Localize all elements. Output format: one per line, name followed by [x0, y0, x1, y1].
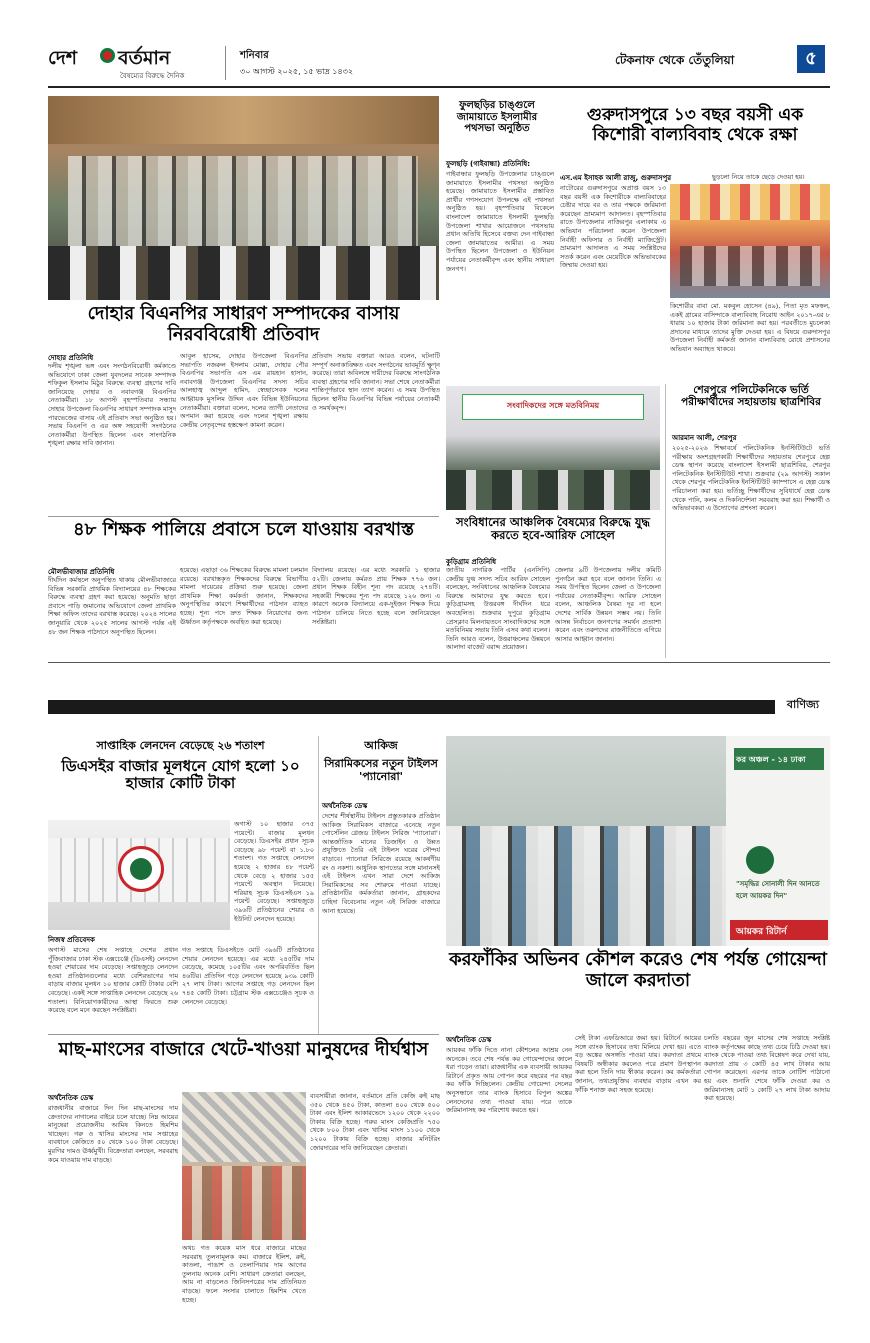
gurudaspur-byline: এস.এম ইসাহক আলী রাজু, গুরুদাসপুর	[560, 174, 672, 182]
sherpur-body: ২০২৫-২০২৬ শিক্ষাবর্ষে পলিটেকনিক ইনস্টিটিউটে ভর্তি পরীক্ষায় অংশগ্রহণকারী শিক্ষার্থীদের সহায়তায় শেরপুরে হেল্প ডেস্ক স্থাপন করেছে বাংলাদেশ ইসলামী ছাত্রশিবির, শেরপুর পলিটেকনিক ইনস্টিটিউট শাখা। শুক্রবার (২৯ আগস্ট) সকাল থেকে শেরপুর পলিটেকনিক ইনস্টিটিউট ক্যাম্পাসে এ হেল্প ডেস্ক পরিচালনা করা হয়। ভর্তিচ্ছু শিক্ষার্থীদের সুবিধার্থে হেল্প ডেস্ক থেকে পানি, কলম ও দিকনির্দেশনা সরবরাহ করা হয়। শিক্ষার্থী ও অভিভাবকরা এ উদ্যোগের প্রশংসা করেন।	[672, 444, 830, 513]
dse-body-col2: অগাস্ট ১০ হাজার ৩৭৫ পয়েন্টে। বাজার মূলধন বেড়েছে। ডিএসইর প্রধান সূচক বেড়েছে ৯৮ পয়েন্ট বা ১.৮০ শতাংশ। গত সপ্তাহে লেনদেন হয়েছে ২ হাজার ৪৮ পয়েন্ট থেকে বেড়ে ২ হাজার ১৫৫ পয়েন্টে অবস্থান নিয়েছে। শরিয়াহ সূচক ডিএসইএস ১৯ পয়েন্ট বেড়েছে। সপ্তাহজুড়ে ৩৯৬টি প্রতিষ্ঠানের শেয়ার ও ইউনিট লেনদেন হয়েছে।	[234, 820, 314, 923]
dohar-meeting-photo	[48, 96, 439, 300]
dse-headline[interactable]: ডিএসইর বাজার মূলধনে যোগ হলো ১০ হাজার কোটি টাকা	[61, 757, 300, 793]
sherpur-byline: আরমান আলী, শেরপুর	[672, 434, 737, 442]
gurudaspur-photo	[670, 184, 830, 298]
market-body-col1: রাজধানীর বাজারে দিন দিন মাছ-মাংসের দাম ক্রেতাদের নাগালের বাইরে চলে যাচ্ছে। নিম্ন আয়ের মানুষেরা প্রয়োজনীয় আমিষ কিনতে হিমশিম খাচ্ছেন। গরু ও খাসির মাংসের দাম সপ্তাহের ব্যবধানে কেজিতে ৫০ থেকে ১০০ টাকা বেড়েছে। মুরগির দামও ঊর্ধ্বমুখী। বিক্রেতারা বলছেন, সরবরাহ কমে যাওয়ায় দাম বাড়ছে।	[48, 1104, 178, 1164]
gurudaspur-photo-caption: ছুড়লো নিয়ে তাকে ছেড়ে দেওয়া হয়।	[712, 173, 805, 181]
dse-logo-photo	[48, 820, 230, 930]
masthead-day: শনিবার	[240, 50, 269, 61]
teachers-body-col1: দীর্ঘদিন কর্মস্থলে অনুপস্থিত থাকায় মৌলভীবাজারে বিভিন্ন সরকারি প্রাথমিক বিদ্যালয়ের ৪৮ শিক্ষকের বিরুদ্ধে ব্যবস্থা গ্রহণ করা হয়েছে। অনুমতি ছাড়া প্রবাসে পাড়ি জমানোর অভিযোগে জেলা প্রাথমিক শিক্ষা অফিস তাদের বরখাস্ত করেছে। ২০২৪ সালের জানুয়ারি থেকে ২০২৫ সালের আগস্ট পর্যন্ত এই ৪৮ জন শিক্ষক পাঠদানে অনুপস্থিত ছিলেন।	[48, 576, 176, 636]
akij-byline: অর্থনৈতিক ডেস্ক	[322, 802, 368, 810]
dohar-body-col2: আবুল হাসেম, দোহার উপজেলা বিএনপির সভাপতি নজরুল ইসলাম মোল্লা, দোহার পৌর বিএনপির সভাপতি এস এম রায়হান হাসান, নবাবগঞ্জ উপজেলা বিএনপির সদস্য সচিব আলহাজ্ব আব্দুল হামিদ, স্বেচ্ছাসেবক দলের আহ্বায়ক মুসলিম উদ্দিন এবং বিভিন্ন ইউনিয়নের নেতাকর্মীরা। বক্তারা বলেন, দলের ত্যাগী নেতাদের অপমান করা হয়েছে এবং দলের শৃঙ্খলা রক্ষায় কেন্দ্রীয় নেতৃবৃন্দের হস্তক্ষেপ কামনা করেন।	[180, 352, 308, 429]
teachers-body-col3: বিদ্যালয় রয়েছে। এর মধ্যে সরকারি ১ হাজার ৫২টি। জেলায় কর্মরত প্রায় শিক্ষক ৭৭৬ জন। প্রধান শিক্ষক বিহীন শূন্য পদ রয়েছে ২৭৪টি। সহকারী শিক্ষকের শূন্য পদ রয়েছে ১২৬ জন। এ কারণে অনেক বিদ্যালয়ে এক-দুইজন শিক্ষক দিয়ে পাঠদান চালিয়ে নিতে হচ্ছে বলে জানিয়েছেন সংশ্লিষ্টরা।	[312, 566, 440, 626]
masthead-date: ৩০ আগস্ট ২০২৫, ১৫ ভাদ্র ১৪৩২	[240, 67, 354, 76]
tax-body-col2: সেই টাকা এফডিআরে জমা হয়। রিটার্নে আয়ের সঙ্গে ব্যাংক হিসাবের তথ্য মিলিয়ে দেখা হয়। এতে বড় অঙ্কের অসঙ্গতি পাওয়া যায়। করদাতা প্রথমে বিষয়টি অস্বীকার করলেও পরে প্রমাণ উপস্থাপন করা হলে তিনি দায় স্বীকার করেন। কর কর্মকর্তারা জানান, তথ্যপ্রযুক্তির ব্যবহার বাড়ায় এখন কর ফাঁকি শনাক্ত করা সহজ হয়েছে।	[575, 1034, 701, 1094]
gurudaspur-body-col1: নাটোরের গুরুদাসপুরে অপ্রাপ্ত বয়স ১৩ বছর বয়সী এক কিশোরীকে বাল্যবিবাহের চেষ্টার দায়ে বর ও তার পক্ষকে জরিমানা করেছেন ভ্রাম্যমাণ আদালত। বৃহস্পতিবার রাতে উপজেলার নাজিরপুর এলাকায় এ অভিযান পরিচালনা করেন উপজেলা নির্বাহী অফিসার ও নির্বাহী ম্যাজিস্ট্রেট। ভ্রাম্যমাণ আদালত এ সময় সংশ্লিষ্টদের সতর্ক করেন এবং মেয়েটিকে অভিভাবকের জিম্মায় দেওয়া হয়।	[560, 184, 666, 270]
logo-tagline: বৈষম্যের বিরুদ্ধে দৈনিক	[120, 72, 185, 80]
tax-body-col1: আয়কর ফাঁকি দিতে নানা কৌশলের আশ্রয় নেন অনেকে। তবে শেষ পর্যন্ত কর গোয়েন্দাদের জালে ধরা পড়েন তারা। রাজধানীর এক ব্যবসায়ী আয়কর রিটার্নে প্রকৃত আয় গোপন করে বছরের পর বছর কর ফাঁকি দিচ্ছিলেন। কেন্দ্রীয় গোয়েন্দা সেলের অনুসন্ধানে তার ব্যাংক হিসাবে বিপুল অঙ্কের লেনদেনের তথ্য পাওয়া যায়। পরে তাকে জরিমানাসহ কর পরিশোধ করতে হয়।	[446, 1046, 572, 1115]
tax-photo-slogan: "সমৃদ্ধির সোনালী দিন আনতে হলে আয়কর দিন"	[736, 880, 820, 900]
akij-kicker: আকিজ	[364, 739, 398, 752]
tax-photo-office-sign: কর অঞ্চল - ১৪ ঢাকা	[736, 755, 806, 764]
market-body-col3: ব্যবসায়ীরা জানান, বর্তমানে প্রতি কেজি রুই মাছ ৩৫০ থেকে ৪৫০ টাকা, কাতলা ৪০০ থেকে ৫০০ টাকা এবং ইলিশ আকারভেদে ১২০০ থেকে ২২০০ টাকায় বিক্রি হচ্ছে। গরুর মাংস কেজিপ্রতি ৭৫০ থেকে ৮০০ টাকা এবং খাসির মাংস ১১০০ থেকে ১২০০ টাকায় বিক্রি হচ্ছে। বাজার মনিটরিং জোরদারের দাবি জানিয়েছেন ক্রেতারা।	[310, 1092, 440, 1152]
logo-text-part2: বর্তমান	[118, 47, 171, 69]
logo-emblem-icon	[100, 48, 115, 63]
tax-photo-return-sign: আয়কর রিটার্ন	[736, 927, 787, 937]
fish-market-photo	[182, 1092, 306, 1240]
dse-emblem-icon	[118, 846, 164, 892]
fulchhari-byline: ফুলছড়ি (গাইবান্ধা) প্রতিনিধি:	[446, 160, 530, 168]
section-title: টেকনাফ থেকে তেঁতুলিয়া	[615, 53, 735, 67]
sherpur-headline[interactable]: শেরপুরে পলিটেকনিকে ভর্তি পরীক্ষার্থীদের সহায়তায় ছাত্রশিবির	[681, 384, 821, 409]
commerce-section-label: বাণিজ্য	[775, 694, 831, 716]
constitution-body-col1: জাতীয় নাগরিক পার্টির (এনসিপি) কেন্দ্রীয় যুগ্ম সদস্য সচিব আরিফ সোহেল বলেছেন, সংবিধানের আঞ্চলিক বৈষম্যের বিরুদ্ধে আমাদের যুদ্ধ করতে হবে। কুড়িগ্রামসহ উত্তরবঙ্গ দীর্ঘদিন ধরে অবহেলিত। শুক্রবার দুপুরে কুড়িগ্রাম প্রেসক্লাব মিলনায়তনে সাংবাদিকদের সঙ্গে মতবিনিময় সভায় তিনি এসব কথা বলেন। তিনি আরও বলেন, উত্তরাঞ্চলের উন্নয়নে আলাদা বাজেট বরাদ্দ প্রয়োজন।	[446, 566, 550, 652]
gurudaspur-body-col2: কিশোরীর বাবা মো. মকবুল হোসেন (৪৯), পিতা মৃত মফস্বল, একই গ্রামের বাসিন্দাকে বাল্যবিবাহ নিরোধ আইন ২০১৭-এর ৮ ধারায় ১০ হাজার টাকা জরিমানা করা হয়। পরবর্তীতে মুচলেকা প্রদানের মাধ্যমে তাদের মুক্তি দেওয়া হয়। এ বিষয়ে গুরুদাসপুর উপজেলা নির্বাহী কর্মকর্তা জানান বাল্যবিবাহ রোধে প্রশাসনের অভিযান অব্যাহত থাকবে।	[670, 302, 830, 353]
tax-office-photo	[446, 736, 830, 946]
akij-headline[interactable]: সিরামিকসের নতুন টাইলস 'প্যানোরা'	[324, 757, 438, 783]
commerce-section-bar	[48, 700, 830, 714]
dse-body-col3: গত সপ্তাহে ডিএসইতে মোট ৩৯৬টি প্রতিষ্ঠানের শেয়ার লেনদেন হয়েছে। এর মধ্যে ২৪৫টির দাম বেড়েছে, কমেছে ১০৫টির এবং অপরিবর্তিত ছিল ৪৬টির। প্রতিদিন গড়ে লেনদেন হয়েছে ৯৩৯ কোটি ২৭ লাখ টাকা। আগের সপ্তাহে গড় লেনদেন ছিল ৭৪৫ কোটি টাকা। চট্টগ্রাম স্টক এক্সচেঞ্জেও সূচক ও লেনদেন বেড়েছে।	[182, 946, 314, 1006]
banner-text: সংবাদিকদের সঙ্গে মতবিনিময়	[506, 401, 600, 410]
teachers-headline[interactable]: ৪৮ শিক্ষক পালিয়ে প্রবাসে চলে যাওয়ায় বরখাস্ত	[72, 519, 415, 540]
dohar-body-col3: প্রতিবাদ সভায় বক্তারা আরও বলেন, ঘটনাটি সম্পূর্ণ অনাকাঙ্ক্ষিত এবং সংগঠনের ভাবমূর্তি ক্ষুণ্ন করেছে। তারা অবিলম্বে দায়ীদের বিরুদ্ধে সাংগঠনিক ব্যবস্থা গ্রহণের দাবি জানান। সভা শেষে নেতাকর্মীরা শান্তিপূর্ণভাবে স্থান ত্যাগ করেন। এ সময় উপস্থিত ছিলেন স্থানীয় বিএনপির বিভিন্ন পর্যায়ের নেতাকর্মী ও সমর্থকবৃন্দ।	[312, 352, 440, 412]
constitution-headline[interactable]: সংবিধানের আঞ্চলিক বৈষম্যের বিরুদ্ধে যুদ্ধ করতে হবে-আরিফ সোহেল	[456, 515, 650, 543]
logo-text-part1: দেশ	[48, 47, 77, 69]
tax-byline: অর্থনৈতিক ডেস্ক	[446, 1036, 492, 1044]
market-body-col2: অথচ গত কয়েক মাস ধরে বাজারে মাছের সরবরাহ তুলনামূলক কম। বাজারে ইলিশ, রুই, কাতলা, পাঙাশ ও তেলাপিয়ার দাম আগের তুলনায় অনেক বেশি। সাধারণ ক্রেতারা বলছেন, আয় না বাড়লেও জিনিসপত্রের দাম প্রতিনিয়ত বাড়ছে। ফলে সংসার চালাতে হিমশিম খেতে হচ্ছে।	[182, 1244, 306, 1304]
constitution-byline: কুড়িগ্রাম প্রতিনিধি	[446, 558, 497, 566]
akij-body: দেশের শীর্ষস্থানীয় টাইলস প্রস্তুতকারক প্রতিষ্ঠান আকিজ সিরামিকস বাজারে এনেছে নতুন পোর্সেলিন গ্লেজড টাইলস সিরিজ 'প্যানোরা'। আন্তর্জাতিক মানের ডিজাইন ও উন্নত প্রযুক্তিতে তৈরি এই টাইলস ঘরের সৌন্দর্য বাড়াবে। প্যানোরা সিরিজে রয়েছে আকর্ষণীয় রং ও নকশা। আধুনিক স্থাপত্যের সঙ্গে মানানসই এই টাইলস এখন সারা দেশে আকিজ সিরামিকসের সব শোরুমে পাওয়া যাচ্ছে। প্রতিষ্ঠানটির কর্মকর্তারা জানান, গ্রাহকদের চাহিদা বিবেচনায় নতুন এই সিরিজ বাজারে আনা হয়েছে।	[322, 812, 440, 915]
constitution-meeting-photo	[446, 386, 660, 510]
dohar-byline: দোহার প্রতিনিধি	[48, 354, 94, 362]
page-number-box: ৫	[797, 45, 825, 73]
dse-body-col1: অগাস্ট মাসের শেষ সপ্তাহে দেশের প্রধান পুঁজিবাজার ঢাকা স্টক এক্সচেঞ্জে (ডিএসই) লেনদেন হওয়া শেয়ারের দাম বেড়েছে। সপ্তাহজুড়ে লেনদেন হওয়া প্রতিষ্ঠানগুলোর মধ্যে বেশিরভাগের দাম বাড়ায় বাজার মূলধন ১০ হাজার কোটি টাকার বেশি বেড়েছে। একই সঙ্গে সাপ্তাহিক লেনদেন বেড়েছে ২৬ শতাংশ। বিনিয়োগকারীদের আস্থা ফিরতে শুরু করেছে বলে মনে করছেন সংশ্লিষ্টরা।	[48, 946, 178, 1015]
constitution-body-col2: জেলার ৯টি উপজেলায় দলীয় কমিটি পুনর্গঠন করা হবে বলে জানান তিনি। এ সময় উপস্থিত ছিলেন জেলা ও উপজেলা পর্যায়ের নেতাকর্মীবৃন্দ। আরিফ সোহেল বলেন, আঞ্চলিক বৈষম্য দূর না হলে দেশের সার্বিক উন্নয়ন সম্ভব নয়। তিনি আসন্ন নির্বাচনে জনগণের সমর্থন প্রত্যাশা করেন এবং তরুণদের রাজনীতিতে এগিয়ে আসার আহ্বান জানান।	[555, 566, 661, 643]
tax-headline[interactable]: করফাঁকির অভিনব কৌশল করেও শেষ পর্যন্ত গোয়েন্দা জালে করদাতা	[449, 949, 827, 991]
gurudaspur-headline[interactable]: গুরুদাসপুরে ১৩ বছর বয়সী এক কিশোরী বাল্যবিবাহ থেকে রক্ষা	[586, 105, 804, 145]
market-byline: অর্থনৈতিক ডেস্ক	[48, 1094, 94, 1102]
dse-kicker: সাপ্তাহিক লেনদেন বেড়েছে ২৬ শতাংশ	[96, 739, 265, 752]
govt-seal-icon	[746, 846, 774, 874]
dohar-headline[interactable]: দোহার বিএনপির সাধারণ সম্পাদকের বাসায় নিরববিরোধী প্রতিবাদ	[87, 303, 400, 345]
fulchhari-body: গাইবান্ধার ফুলছড়ি উপজেলার চাঙ্গুলে জামায়াতে ইসলামীর পথসভা অনুষ্ঠিত হয়েছে। জামায়াতে ইসলামীর প্রস্তাবিত প্রার্থীর গণসংযোগ উপলক্ষে এই পথসভা অনুষ্ঠিত হয়। বৃহস্পতিবার বিকেলে বাংলাদেশ জামায়াতে ইসলামী ফুলছড়ি উপজেলা শাখার আয়োজনে পথসভায় প্রধান অতিথি হিসেবে বক্তব্য দেন গাইবান্ধা জেলা জামায়াতের আমীর। এ সময় উপস্থিত ছিলেন উপজেলা ও ইউনিয়ন পর্যায়ের নেতাকর্মীবৃন্দ এবং স্থানীয় সাধারণ জনগণ।	[446, 170, 554, 273]
market-headline[interactable]: মাছ-মাংসের বাজারে খেটে-খাওয়া মানুষদের দীর্ঘশ্বাস	[58, 1039, 429, 1060]
dse-byline: নিজস্ব প্রতিবেদক	[48, 936, 95, 944]
teachers-byline: মৌলভীবাজার প্রতিনিধি	[48, 568, 115, 576]
masthead-logo[interactable]	[48, 42, 224, 84]
teachers-body-col2: হয়েছে। এছাড়া ৩৬ শিক্ষকের বিরুদ্ধে মামলা চলমান রয়েছে। বরখাস্তকৃত শিক্ষকদের বিরুদ্ধে বিভাগীয় মামলা দায়েরের প্রক্রিয়া শুরু হয়েছে। জেলা প্রাথমিক শিক্ষা কর্মকর্তা জানান, শিক্ষকদের অনুপস্থিতির কারণে শিক্ষার্থীদের পাঠদান ব্যাহত হচ্ছে। শূন্য পদে দ্রুত শিক্ষক নিয়োগের জন্য ঊর্ধ্বতন কর্তৃপক্ষকে অবহিত করা হয়েছে।	[180, 566, 308, 626]
dohar-body-col1: দলীয় শৃঙ্খলা ভঙ্গ এবং সংগঠনবিরোধী কর্মকাণ্ডে অভিযোগে ঢাকা জেলা যুবদলের সাবেক সম্পাদক শফিকুল ইসলাম মিঠুর বিরুদ্ধে ব্যবস্থা গ্রহণের দাবি জানিয়েছে দোহার ও নবাবগঞ্জ বিএনপির নেতাকর্মীরা। ১৮ আগস্ট বৃহস্পতিবার সন্ধ্যায় দোহার উপজেলা বিএনপির সাধারণ সম্পাদক মাসুদ পারভেজের বাসায় এই প্রতিবাদ সভা অনুষ্ঠিত হয়। সভায় বিএনপি ও এর অঙ্গ সহযোগী সংগঠনের নেতাকর্মীরা উপস্থিত ছিলেন এবং সাংগঠনিক শৃঙ্খলা রক্ষার দাবি জানান।	[48, 362, 176, 448]
tax-body-col3: চলতি বছরের জুন মাসের শেষ সপ্তাহে সংশ্লিষ্ট ব্যাংক কর্তৃপক্ষের কাছে তথ্য চেয়ে চিঠি দেওয়া হয়। ব্যাংক থেকে পাওয়া তথ্য বিশ্লেষণ করে দেখা যায়, করদাতা প্রায় ৩ কোটি ৪৫ লাখ টাকার আয় গোপন করেছেন। এরপর তাকে নোটিশ পাঠানো হয় এবং শুনানি শেষে ফাঁকি দেওয়া কর ও জরিমানাসহ মোট ১ কোটি ২৭ লাখ টাকা আদায় করা হয়েছে।	[704, 1034, 830, 1103]
fulchhari-headline[interactable]: ফুলছড়ির চাঙ্গুলে জামায়াতে ইসলামীর পথসভা অনুষ্ঠিত	[456, 100, 538, 134]
